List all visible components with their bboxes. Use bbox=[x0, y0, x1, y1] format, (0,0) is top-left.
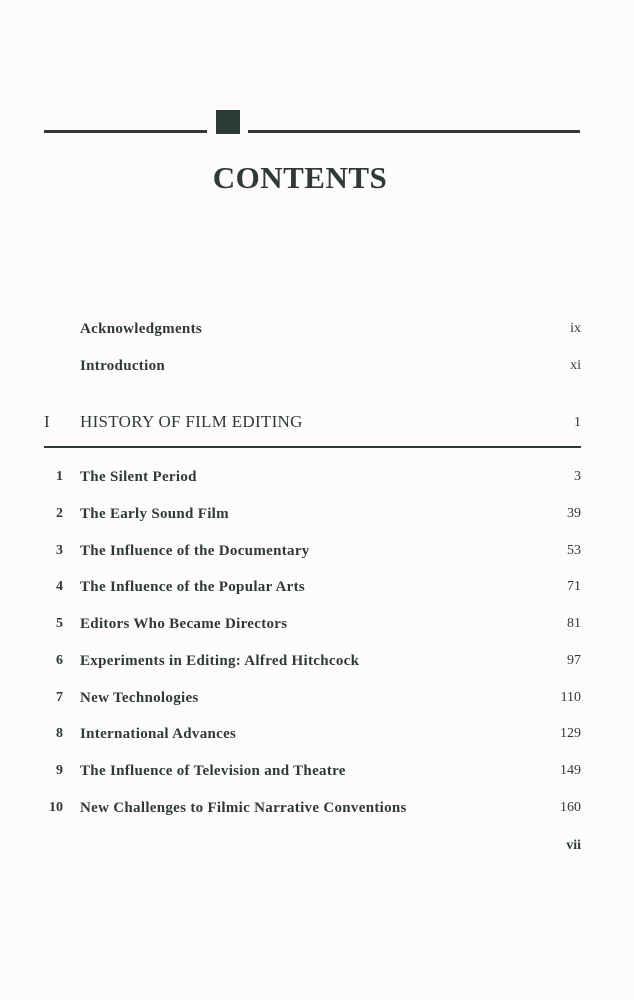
part-page: 1 bbox=[574, 415, 581, 430]
chapter-label: The Influence of Television and Theatre bbox=[80, 763, 346, 779]
chapter-label: The Influence of the Documentary bbox=[80, 543, 310, 559]
header-ornament bbox=[44, 109, 580, 135]
chapter-page: 129 bbox=[560, 726, 581, 741]
chapter-label: The Early Sound Film bbox=[80, 506, 229, 522]
part-number: I bbox=[44, 412, 50, 431]
toc-chapter-9[interactable] bbox=[44, 763, 581, 785]
chapter-page: 71 bbox=[567, 579, 581, 594]
chapter-number: 3 bbox=[56, 543, 63, 558]
chapter-number: 10 bbox=[49, 800, 63, 815]
chapter-page: 160 bbox=[560, 800, 581, 815]
toc-chapter-5[interactable] bbox=[44, 616, 581, 638]
chapter-label: The Influence of the Popular Arts bbox=[80, 579, 306, 595]
toc-entry-introduction[interactable] bbox=[44, 358, 581, 380]
chapter-label: International Advances bbox=[80, 726, 237, 742]
toc-chapter-2[interactable] bbox=[44, 506, 581, 528]
ornament-square-icon bbox=[216, 110, 240, 134]
toc-entry-label: Acknowledgments bbox=[80, 321, 203, 337]
chapter-number: 6 bbox=[56, 653, 63, 668]
ornament-rule-right bbox=[248, 130, 580, 133]
chapter-page: 149 bbox=[560, 763, 581, 778]
toc-entry-label: Introduction bbox=[80, 358, 166, 374]
chapter-number: 7 bbox=[56, 690, 63, 705]
toc-part-heading[interactable] bbox=[44, 412, 581, 436]
chapter-page: 53 bbox=[567, 543, 581, 558]
chapter-page: 110 bbox=[560, 690, 581, 705]
toc-chapter-3[interactable] bbox=[44, 543, 581, 565]
chapter-label: New Challenges to Filmic Narrative Conventions bbox=[80, 800, 407, 816]
chapter-label: Experiments in Editing: Alfred Hitchcock bbox=[80, 653, 360, 669]
ornament-rule-left bbox=[44, 130, 207, 133]
chapter-number: 5 bbox=[56, 616, 63, 631]
page-folio: vii bbox=[566, 838, 581, 853]
toc-chapter-4[interactable] bbox=[44, 579, 581, 601]
chapter-number: 4 bbox=[56, 579, 63, 594]
toc-chapter-8[interactable] bbox=[44, 726, 581, 748]
chapter-page: 81 bbox=[567, 616, 581, 631]
toc-chapter-6[interactable] bbox=[44, 653, 581, 675]
chapter-number: 9 bbox=[56, 763, 63, 778]
chapter-page: 39 bbox=[567, 506, 581, 521]
chapter-number: 8 bbox=[56, 726, 63, 741]
chapter-label: New Technologies bbox=[80, 690, 199, 706]
toc-entry-page: xi bbox=[570, 358, 581, 373]
chapter-label: The Silent Period bbox=[80, 469, 197, 485]
toc-entry-page: ix bbox=[570, 321, 581, 336]
toc-chapter-1[interactable] bbox=[44, 469, 581, 491]
toc-entry-acknowledgments[interactable] bbox=[44, 321, 581, 343]
chapter-page: 97 bbox=[567, 653, 581, 668]
part-divider bbox=[44, 446, 581, 448]
chapter-page: 3 bbox=[574, 469, 581, 484]
toc-chapter-10[interactable] bbox=[44, 800, 581, 822]
chapter-number: 2 bbox=[56, 506, 63, 521]
page-title: CONTENTS bbox=[212, 160, 388, 195]
chapter-label: Editors Who Became Directors bbox=[80, 616, 288, 632]
chapter-number: 1 bbox=[56, 469, 63, 484]
part-label: HISTORY OF FILM EDITING bbox=[80, 412, 303, 431]
toc-chapter-7[interactable] bbox=[44, 690, 581, 712]
